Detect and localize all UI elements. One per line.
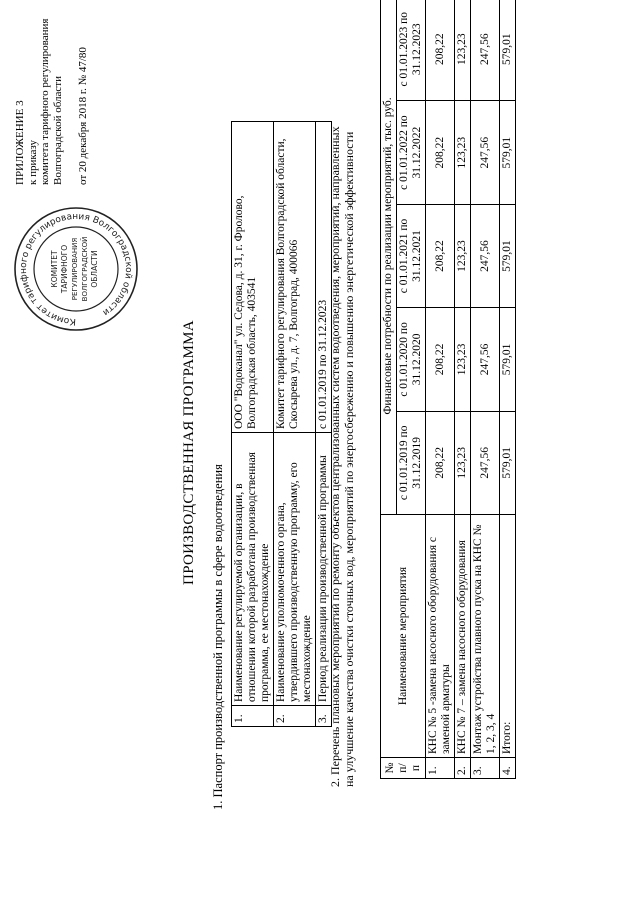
seal-line: РЕГУЛИРОВАНИЯ [71,237,79,301]
col-number-header: № п/п [381,758,426,779]
row-number: 2. [455,758,471,779]
period-header: с 01.01.2019 по 31.12.2019 [397,411,426,514]
appendix-line: от 20 декабря 2018 г. № 47/80 [76,47,89,185]
period-header: с 01.01.2023 по 31.12.2023 [397,0,426,101]
appendix-header [14,0,89,185]
period-header: с 01.01.2020 по 31.12.2020 [397,308,426,411]
period-header: с 01.01.2021 по 31.12.2021 [397,204,426,307]
col-group-header: Финансовые потребности по реализации мероприятий, тыс. руб. [381,0,397,515]
measure-value: 247,56 [471,0,500,101]
measure-value: 123,23 [455,204,471,307]
measure-name: Итого: [500,515,516,758]
measure-name: КНС № 7 – замена насосного оборудования [455,515,471,758]
measure-value: 579,01 [500,0,516,101]
measure-value: 247,56 [471,308,500,411]
table-row [455,0,471,779]
row-label: Наименование уполномоченного органа, утвердившего производственную программу, его местонахождение [274,433,316,706]
page-title: ПРОИЗВОДСТВЕННАЯ ПРОГРАММА [181,320,197,585]
measure-value: 208,22 [426,204,455,307]
appendix-line: ПРИЛОЖЕНИЕ 3 [14,100,26,185]
table-row [500,0,516,779]
seal-line: ТАРИФНОГО [60,244,69,294]
row-value: Комитет тарифного регулирования Волгоградской области, Скосырева ул., д. 7, Волгоград, 400066 [274,122,316,433]
appendix-line: комитета тарифного регулирования [39,18,51,185]
row-value: ООО "Водоканал" ул. Седова, д. 31, г. Фролово, Волгоградская область, 403541 [232,122,274,433]
passport-table [231,121,332,727]
row-number: 2. [274,706,316,727]
appendix-line: Волгоградской области [51,76,64,185]
row-number: 3. [471,758,500,779]
row-label: Наименование регулируемой организации, в отношении которой разработана производственная программа, ее местонахождение [232,433,274,706]
col-name-header: Наименование мероприятия [381,515,426,758]
appendix-line: к приказу [26,139,39,185]
row-value: с 01.01.2019 по 31.12.2023 [316,122,332,433]
measure-value: 579,01 [500,101,516,204]
measure-value: 208,22 [426,308,455,411]
row-number: 3. [316,706,332,727]
measure-value: 247,56 [471,101,500,204]
period-header: с 01.01.2022 по 31.12.2022 [397,101,426,204]
measure-value: 123,23 [455,0,471,101]
row-label: Период реализации производственной программы [316,433,332,706]
table-row [471,0,500,779]
table-row [232,122,274,727]
measure-value: 123,23 [455,308,471,411]
measure-value: 123,23 [455,411,471,514]
official-seal-icon [12,205,140,333]
measure-value: 247,56 [471,411,500,514]
row-number: 4. [500,758,516,779]
measure-name: Монтаж устройства плавного пуска на КНС № 1, 2, 3, 4 [471,515,500,758]
measure-value: 247,56 [471,204,500,307]
seal-line: ВОЛГОГРАДСКОЙ [81,236,89,302]
seal-ring-text: Комитет тарифного регулирования Волгоградской области [18,211,134,327]
measure-name: КНС № 5 -замена насосного оборудования с заменой арматуры [426,515,455,758]
appendix-line [64,0,77,185]
section-1-title: 1. Паспорт производственной программы в сфере водоотведения [211,464,225,810]
section-2-heading [328,1,356,787]
measure-value: 579,01 [500,411,516,514]
measure-value: 208,22 [426,101,455,204]
seal-line: ОБЛАСТИ [90,250,99,288]
row-number: 1. [426,758,455,779]
measure-value: 579,01 [500,308,516,411]
measure-value: 208,22 [426,411,455,514]
table-row [426,0,455,779]
measures-table [380,0,516,779]
row-number: 1. [232,706,274,727]
table-header-row [381,0,397,779]
seal-line: КОМИТЕТ [50,250,59,288]
table-row [274,122,316,727]
section-2-line: 2. Перечень плановых мероприятий по ремонту объектов централизованных систем водоотведения, мероприятий, направленных [328,126,342,787]
section-2-line: на улучшение качества очистки сточных вод, мероприятий по энергосбережению и повышению энергетической эффективности [342,131,356,787]
measure-value: 208,22 [426,0,455,101]
measure-value: 579,01 [500,204,516,307]
measure-value: 123,23 [455,101,471,204]
